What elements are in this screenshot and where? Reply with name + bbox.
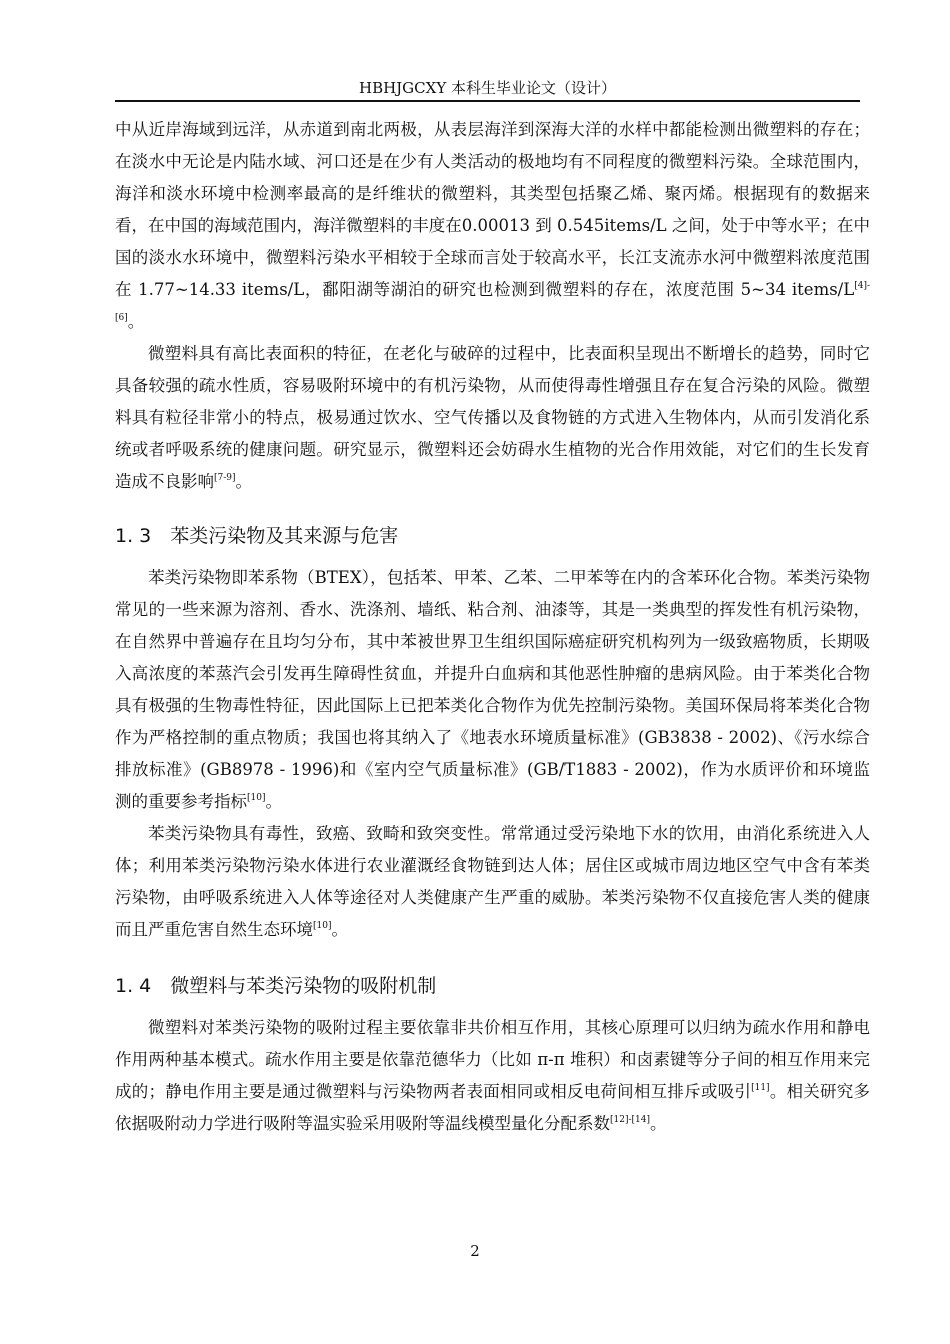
header-rule [115,100,860,102]
citation: [12]-[14] [610,1115,650,1125]
citation: [11] [751,1083,770,1093]
paragraph-text: 苯类污染物具有毒性，致癌、致畸和致突变性。常常通过受污染地下水的饮用，由消化系统进入人体；利用苯类污染物污染水体进行农业灌溉经食物链到达人体；居住区或城市周边地区空气中含有苯类污染物，由呼吸系统进入人体等途径对人类健康产生严重的威胁。苯类污染物不仅直接危害人类的健康而且严重危害自然生态环境 [115,824,870,939]
citation: [7-9] [214,473,236,483]
citation: [10] [247,793,266,803]
paragraph-5 [115,1012,870,1140]
citation: [4]-[6] [115,281,870,323]
paragraph-text: 中从近岸海域到远洋，从赤道到南北两极，从表层海洋到深海大洋的水样中都能检测出微塑料的存在；在淡水中无论是内陆水域、河口还是在少有人类活动的极地均有不同程度的微塑料污染。全球范围内，海洋和淡水环境中检测率最高的是纤维状的微塑料，其类型包括聚乙烯、聚丙烯。根据现有的数据来看，在中国的海域范围内，海洋微塑料的丰度在0.00013 到 0.545items/L 之间，处于中等水平；在中国的淡水水环境中，微塑料污染水平相较于全球而言处于较高水平，长江支流赤水河中微塑料浓度范围在 1.77~14.33 items/L，鄱阳湖等湖泊的研究也检测到微塑料的存在，浓度范围 5~34 items/L [115,120,870,299]
paragraph-tail: 。 [650,1114,667,1133]
paragraph-text: 微塑料对苯类污染物的吸附过程主要依靠非共价相互作用，其核心原理可以归纳为疏水作用和静电作用两种基本模式。疏水作用主要是依靠范德华力（比如 π-π 堆积）和卤素键等分子间的相互作用来完成的；静电作用主要是通过微塑料与污染物两者表面相同或相反电荷间相互排斥或吸引 [115,1018,870,1101]
section-heading-1-4: 1. 4 微塑料与苯类污染物的吸附机制 [115,975,437,997]
paragraph-1 [115,114,870,338]
running-header: HBHJGCXY 本科生毕业论文（设计） [358,79,616,97]
paragraph-tail: 。 [127,312,145,331]
page-number: 2 [470,1242,480,1260]
citation: [10] [313,921,332,931]
section-heading-1-3: 1. 3 苯类污染物及其来源与危害 [115,525,399,547]
paragraph-tail: 。 [265,792,282,811]
paragraph-text: 微塑料具有高比表面积的特征，在老化与破碎的过程中，比表面积呈现出不断增长的趋势，同时它具备较强的疏水性质，容易吸附环境中的有机污染物，从而使得毒性增强且存在复合污染的风险。微塑料具有粒径非常小的特点，极易通过饮水、空气传播以及食物链的方式进入生物体内，从而引发消化系统或者呼吸系统的健康问题。研究显示，微塑料还会妨碍水生植物的光合作用效能，对它们的生长发育造成不良影响 [115,344,870,491]
paragraph-text-continued: 。相关研究多依据吸附动力学进行吸附等温实验采用吸附等温线模型量化分配系数 [115,1082,871,1133]
paragraph-text: 苯类污染物即苯系物（BTEX），包括苯、甲苯、乙苯、二甲苯等在内的含苯环化合物。苯类污染物常见的一些来源为溶剂、香水、洗涤剂、墙纸、粘合剂、油漆等，其是一类典型的挥发性有机污染物，在自然界中普遍存在且均匀分布，其中苯被世界卫生组织国际癌症研究机构列为一级致癌物质，长期吸入高浓度的苯蒸汽会引发再生障碍性贫血，并提升白血病和其他恶性肿瘤的患病风险。由于苯类化合物具有极强的生物毒性特征，因此国际上已把苯类化合物作为优先控制污染物。美国环保局将苯类化合物作为严格控制的重点物质；我国也将其纳入了《地表水环境质量标准》(GB3838 - 2002)、《污水综合排放标准》(GB8978 - 1996)和《室内空气质量标准》(GB/T1883 - 2002)，作为水质评价和环境监测的重要参考指标 [115,568,870,811]
paragraph-4 [115,818,870,946]
paragraph-3 [115,562,870,818]
paragraph-2 [115,338,870,498]
paragraph-tail: 。 [331,920,348,939]
document-body [115,114,870,1140]
paragraph-tail: 。 [235,472,253,491]
